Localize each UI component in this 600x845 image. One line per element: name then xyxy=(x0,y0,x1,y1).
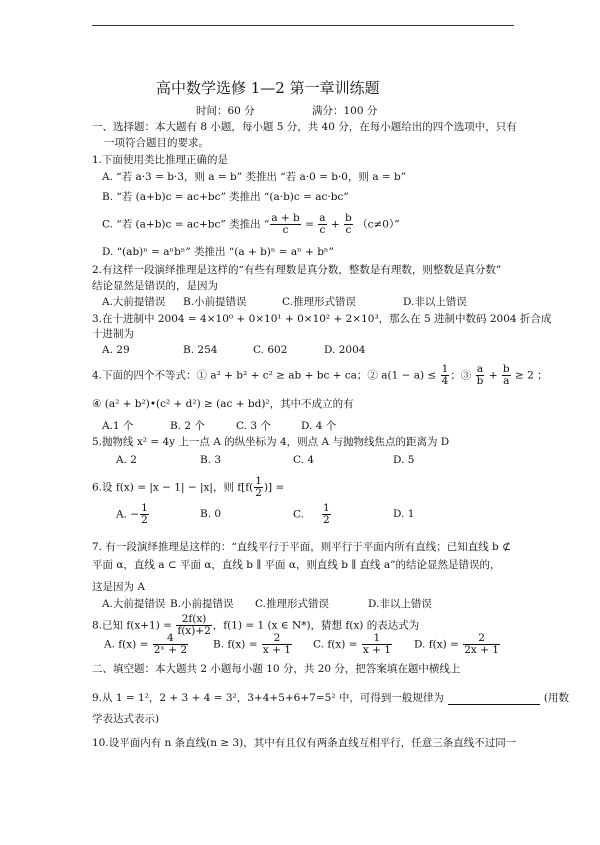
q7-option-c: C.推理形式错误 xyxy=(255,598,329,610)
q7-stem-end: 这是因为 A xyxy=(92,581,145,593)
q6-stem xyxy=(92,476,284,499)
time-limit: 时间：60 分 xyxy=(196,105,255,117)
q8-d-den: 2x + 1 xyxy=(464,644,499,656)
page-title: 高中数学选修 1—2 第一章训练题 xyxy=(156,79,380,97)
q4-frac3-den: a xyxy=(503,375,510,387)
q4-frac3-num: b xyxy=(502,363,510,375)
q4-option-c: C. 3 个 xyxy=(236,420,271,432)
q5-option-b: B. 3 xyxy=(200,454,222,466)
q1-c-frac3-den: c xyxy=(345,224,352,236)
q4-prefix: 4.下面的四个不等式：① a² + b² + c² ≥ ab + bc + ca；② a(1 − a) ≤ xyxy=(92,369,440,382)
q1-c-frac2-den: c xyxy=(319,224,326,236)
q6-a-num: 1 xyxy=(141,502,148,514)
q1-option-a: A. “若 a·3 = b·3，则 a = b” 类推出 “若 a·0 = b·0，则 a = b” xyxy=(102,171,407,183)
q4-option-b: B. 2 个 xyxy=(170,420,205,432)
q1-option-d: D. “(ab)ⁿ = aⁿbⁿ” 类推出 “(a + b)ⁿ = aⁿ + bⁿ” xyxy=(102,246,334,258)
q4-frac1-num: 1 xyxy=(441,363,449,375)
q4-frac3 xyxy=(502,364,511,387)
q7-stem-cont: 平面 α，直线 a ⊂ 平面 α，直线 b ∥ 平面 α，则直线 b ∥ 直线 a”的结论显然是错误的， xyxy=(92,559,501,571)
q6-prefix: 6.设 f(x) = |x − 1| − |x|，则 f[f( xyxy=(92,481,254,494)
q3-option-c: C. 602 xyxy=(253,344,288,356)
q6-option-a xyxy=(116,503,150,526)
q7-stem: 7. 有一段演绎推理是这样的：“直线平行于平面，则平行于平面内所有直线；已知直线 b ⊄ xyxy=(92,541,511,553)
q6-frac xyxy=(254,476,263,499)
q6-c-den: 2 xyxy=(323,514,330,526)
q4-frac2-den: b xyxy=(476,375,484,387)
q2-stem: 2.有这样一段演绎推理是这样的“有些有理数是真分数，整数是有理数，则整数是真分数” xyxy=(92,264,502,276)
q6-c-frac xyxy=(322,503,331,526)
q6-c-num: 1 xyxy=(323,502,330,514)
q3-option-b: B. 254 xyxy=(183,344,218,356)
q1-c-frac2 xyxy=(318,213,326,236)
q6-option-d: D. 1 xyxy=(393,508,415,520)
q6-option-c xyxy=(293,503,332,526)
q1-c-eq: = xyxy=(301,218,318,231)
q4-option-a: A.1 个 xyxy=(102,420,134,432)
q3-option-a: A. 29 xyxy=(102,344,130,356)
q1-option-c xyxy=(102,213,400,236)
q4-frac1 xyxy=(441,364,450,387)
full-score: 满分：100 分 xyxy=(312,105,378,117)
q8-c-frac xyxy=(362,633,392,656)
q10-stem: 10.设平面内有 n 条直线(n ≥ 3)，其中有且仅有两条直线互相平行，任意三条直线不过同一 xyxy=(92,737,517,749)
q2-option-c: C.推理形式错误 xyxy=(282,296,356,308)
q8-c-prefix: C. f(x) = xyxy=(313,638,361,651)
q1-c-suffix: （c≠0）” xyxy=(353,218,400,231)
q8-a-num: 4 xyxy=(153,633,188,645)
q8-d-frac xyxy=(463,633,500,656)
q8-a-frac xyxy=(153,633,188,656)
q7-option-b: B.小前提错误 xyxy=(170,598,234,610)
q8-prefix: 8.已知 f(x+1) = xyxy=(92,619,176,632)
q3-stem-cont: 十进制为 xyxy=(92,328,134,340)
q6-option-b: B. 0 xyxy=(200,508,222,520)
q7-option-d: D.非以上错误 xyxy=(368,598,432,610)
q6-a-den: 2 xyxy=(141,514,148,526)
q4-stem xyxy=(92,364,548,387)
q8-option-a xyxy=(104,633,189,656)
q4-option-d: D. 4 个 xyxy=(301,420,337,432)
q5-option-a: A. 2 xyxy=(116,454,137,466)
q1-c-frac2-num: a xyxy=(319,212,326,224)
q1-c-frac3-num: b xyxy=(345,212,352,224)
q1-option-b: B. “若 (a+b)c = ac+bc” 类推出 “(a·b)c = ac·bc” xyxy=(102,191,349,203)
q5-option-c: C. 4 xyxy=(293,454,315,466)
q3-stem: 3.在十进制中 2004 = 4×10⁰ + 0×10¹ + 0×10² + 2×10³，那么在 5 进制中数码 2004 折合成 xyxy=(92,313,552,325)
q9-stem xyxy=(92,691,569,705)
q8-d-prefix: D. f(x) = xyxy=(414,638,463,651)
q1-c-prefix: C. “若 (a+b)c = ac+bc” 类推出 “ xyxy=(102,218,270,231)
section1-heading: 一、选择题：本大题有 8 小题，每小题 5 分，共 40 分，在每小题给出的四个选项中，只有 xyxy=(92,121,517,133)
q8-b-frac xyxy=(262,633,292,656)
q5-stem: 5.抛物线 x² = 4y 上一点 A 的纵坐标为 4，则点 A 与抛物线焦点的距离为 D xyxy=(92,436,450,448)
section1-heading-cont: 一项符合题目的要求。 xyxy=(104,137,209,149)
q6-c-prefix: C. xyxy=(293,508,304,521)
q8-b-num: 2 xyxy=(262,633,292,645)
q6-suffix: )] = xyxy=(263,481,285,494)
q8-d-num: 2 xyxy=(463,633,500,645)
q2-option-d: D.非以上错误 xyxy=(403,296,467,308)
q6-frac-den: 2 xyxy=(255,487,262,499)
q8-frac-num: 2f(x) xyxy=(176,614,211,626)
q1-stem: 1.下面使用类比推理正确的是 xyxy=(92,154,229,166)
q8-suffix: ，f(1) = 1 (x ∈ N*)，猜想 f(x) 的表达式为 xyxy=(212,619,420,632)
q4-plus: + xyxy=(485,369,501,382)
q9-suffix: (用数 xyxy=(543,692,569,704)
q9-prefix: 9.从 1 = 1²，2 + 3 + 4 = 3²，3+4+5+6+7=5² 中，可得到一般规律为 xyxy=(92,692,444,704)
section2-heading: 二、填空题：本大题共 2 小题每小题 10 分，共 20 分，把答案填在题中横线上 xyxy=(92,663,461,675)
q6-a-frac xyxy=(140,503,149,526)
q2-stem-cont: 结论显然是错误的，是因为 xyxy=(92,280,218,292)
q9-stem-cont: 学表达式表示) xyxy=(92,713,160,725)
q1-c-frac1-den: c xyxy=(282,224,289,236)
q2-option-b: B.小前提错误 xyxy=(183,296,247,308)
q8-a-den: 2ˣ + 2 xyxy=(153,644,188,656)
q4-frac1-den: 4 xyxy=(441,375,449,387)
q8-frac-den: f(x)+2 xyxy=(177,625,211,637)
header-rule xyxy=(92,25,514,26)
q8-b-den: x + 1 xyxy=(262,644,291,656)
q4-suffix: ≥ 2 ； xyxy=(511,369,548,382)
q1-c-frac1-num: a + b xyxy=(271,212,300,224)
q1-c-frac3 xyxy=(344,213,353,236)
q8-c-num: 1 xyxy=(362,633,392,645)
q4-stem-cont: ④ (a² + b²)•(c² + d²) ≥ (ac + bd)²，其中不成立的有 xyxy=(92,398,354,410)
q2-option-a: A.大前提错误 xyxy=(102,296,166,308)
q8-option-c xyxy=(313,633,393,656)
q8-a-prefix: A. f(x) = xyxy=(104,638,152,651)
q1-c-frac1 xyxy=(270,213,300,236)
q3-option-d: D. 2004 xyxy=(324,344,366,356)
q1-c-plus: + xyxy=(327,218,344,231)
q6-frac-num: 1 xyxy=(255,475,262,487)
q8-c-den: x + 1 xyxy=(362,644,391,656)
q4-frac2-num: a xyxy=(476,363,484,375)
q8-option-b xyxy=(213,633,293,656)
q8-option-d xyxy=(414,633,501,656)
q4-frac2 xyxy=(476,364,485,387)
q5-option-d: D. 5 xyxy=(393,454,415,466)
q8-b-prefix: B. f(x) = xyxy=(213,638,261,651)
q6-a-prefix: A. − xyxy=(116,508,140,521)
q7-option-a: A.大前提错误 xyxy=(102,598,166,610)
q4-mid: ；③ xyxy=(450,369,475,382)
q9-answer-blank[interactable] xyxy=(448,694,540,705)
